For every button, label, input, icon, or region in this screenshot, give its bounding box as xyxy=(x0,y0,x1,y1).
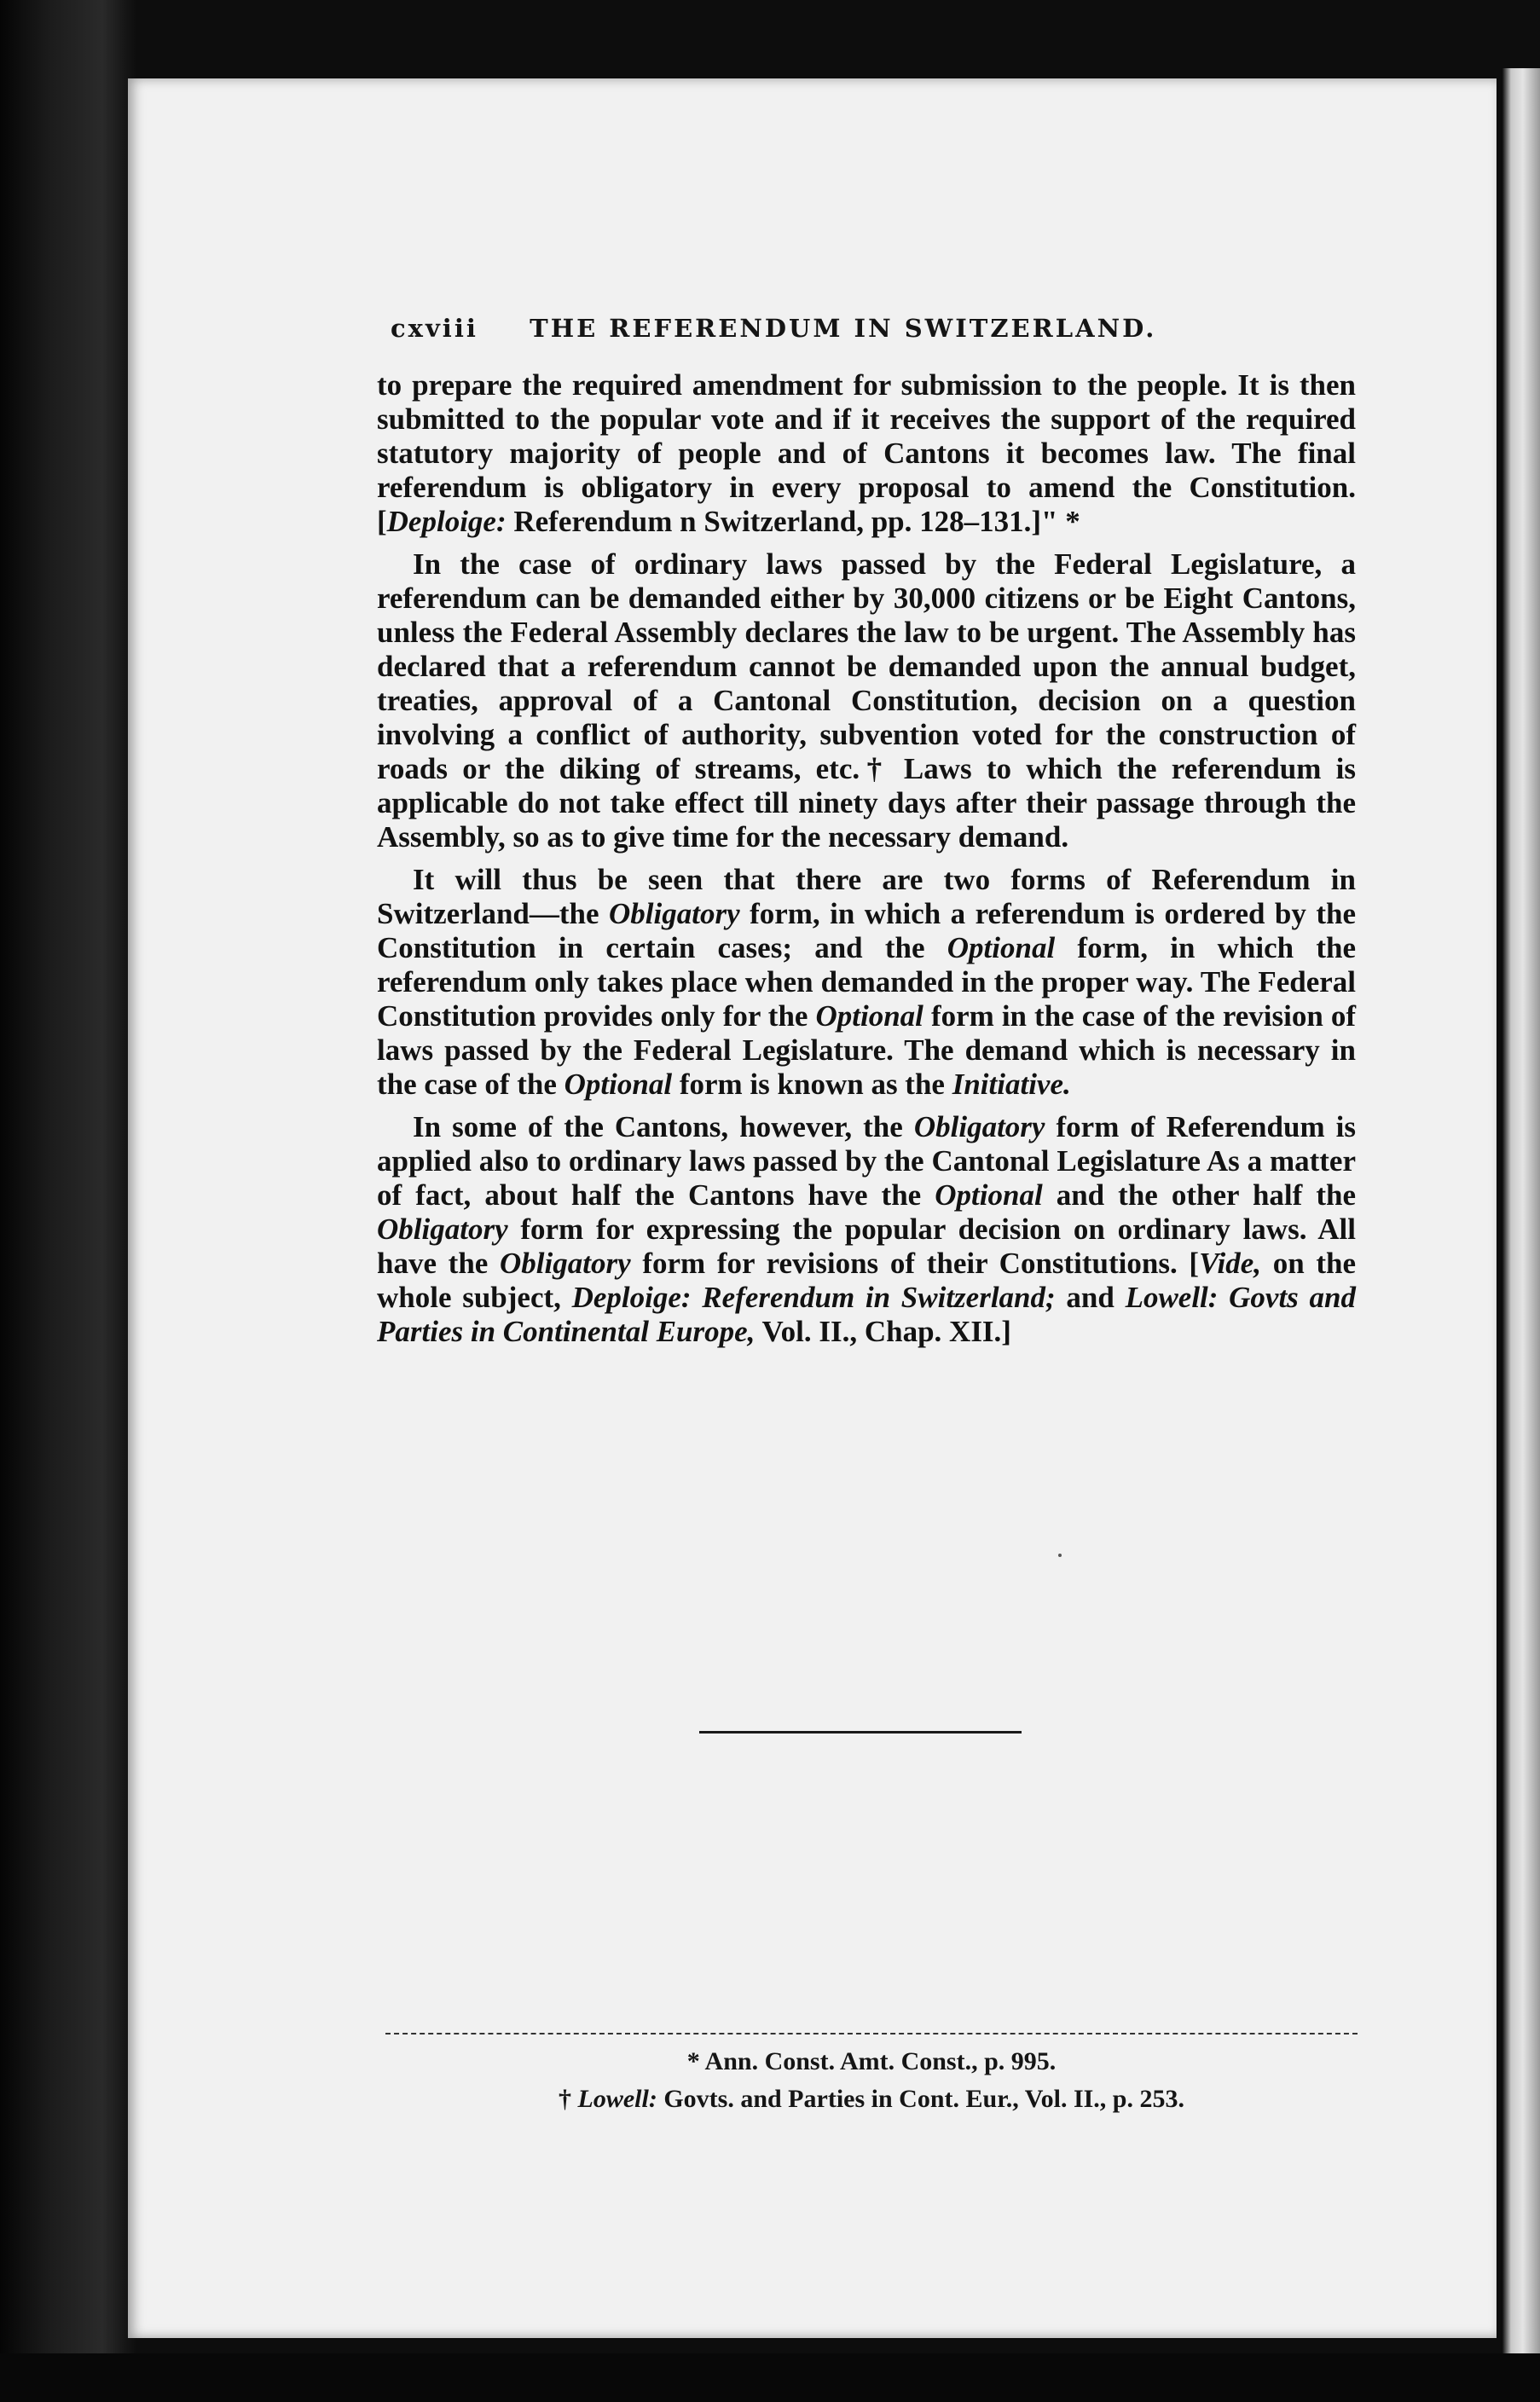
italic-text: Obligatory xyxy=(609,897,740,930)
text-run: form, in which a referendum is ordered by the Constitution in certain cases; and the xyxy=(377,897,1356,964)
italic-text: Lowell: Govts and Parties in Continental Europe, xyxy=(377,1281,1356,1348)
running-title: THE REFERENDUM IN SWITZERLAND. xyxy=(530,314,1157,343)
paragraph xyxy=(377,863,1356,1102)
ink-speck xyxy=(1058,1554,1062,1557)
italic-text: Initiative. xyxy=(952,1068,1071,1101)
text-run: to prepare the required amendment for submission to the people. It is then submitted to the popular vote and if it receives the support of the required statutory majority of people and of Cantons it becomes law. The final referendum is obligatory in every proposal to amend the Constitution. [ xyxy=(377,368,1356,538)
italic-text: Optional xyxy=(815,999,923,1033)
italic-text: Optional xyxy=(935,1178,1043,1212)
italic-text: Obligatory xyxy=(500,1247,631,1280)
text-run: Govts. and Parties in Cont. Eur., Vol. II., p. 253. xyxy=(657,2085,1184,2113)
italic-text: Optional xyxy=(947,931,1056,964)
text-run: Vol. II., Chap. XII.] xyxy=(755,1315,1011,1348)
scan-bottom-border xyxy=(0,2353,1540,2402)
text-run: and xyxy=(1055,1281,1126,1314)
text-run: Referendum n Switzerland, pp. 128–131.]" * xyxy=(506,505,1080,538)
text-run: In the case of ordinary laws passed by the Federal Legislature, a referendum can be demanded either by 30,000 citizens or be Eight Cantons, unless the Federal Assembly declares the law to be urgent. The Assembly has declared that a referendum cannot be demanded upon the annual budget, treaties, approval of a Cantonal Constitution, decision on a question involving a conflict of authority, subvention voted for the construction of roads or the diking of streams, etc.† Laws to which the referendum is applicable do not take effect till ninety days after their passage through the Assembly, so as to give time for the necessary demand. xyxy=(377,547,1356,854)
page-number: cxviii xyxy=(391,314,478,343)
footnotes xyxy=(385,2043,1358,2118)
italic-text: Lowell: xyxy=(577,2085,657,2113)
text-run: on the whole subject, xyxy=(377,1247,1356,1314)
text-run: In some of the Cantons, however, the xyxy=(413,1110,914,1143)
text-run: It will thus be seen that there are two forms of Referendum in Switzerland—the xyxy=(377,863,1356,930)
adjacent-page-edge xyxy=(1502,68,1540,2353)
italic-text: Optional xyxy=(564,1068,673,1101)
text-run: form of Referendum is applied also to ordinary laws passed by the Cantonal Legislature As a matter of fact, about half the Cantons have the xyxy=(377,1110,1356,1212)
italic-text: Obligatory xyxy=(913,1110,1045,1143)
body-text xyxy=(377,368,1356,1357)
text-run: and the other half the xyxy=(1042,1178,1356,1212)
paragraph xyxy=(377,547,1356,854)
text-run: form in the case of the revision of laws passed by the Federal Legislature. The demand which is necessary in the case of the xyxy=(377,999,1356,1101)
paragraph xyxy=(377,1110,1356,1349)
running-head xyxy=(391,314,1243,343)
paragraph xyxy=(377,368,1356,539)
section-end-rule xyxy=(699,1731,1022,1733)
text-run: † xyxy=(559,2085,578,2113)
text-run: * Ann. Const. Amt. Const., p. 995. xyxy=(686,2047,1057,2075)
footnote xyxy=(385,2081,1358,2118)
italic-text: Obligatory xyxy=(377,1213,508,1246)
text-run: form for expressing the popular decision on ordinary laws. All have the xyxy=(377,1213,1356,1280)
italic-text: Deploige: Referendum in Switzerland; xyxy=(571,1281,1056,1314)
footnote xyxy=(385,2043,1358,2081)
italic-text: Vide, xyxy=(1199,1247,1262,1280)
footnote-separator xyxy=(385,2033,1358,2034)
text-run: form, in which the referendum only takes place when demanded in the proper way. The Federal Constitution provides only for the xyxy=(377,931,1356,1033)
text-run: form for revisions of their Constitutions. [ xyxy=(630,1247,1200,1280)
italic-text: Deploige: xyxy=(386,505,507,538)
text-run: form is known as the xyxy=(672,1068,952,1101)
